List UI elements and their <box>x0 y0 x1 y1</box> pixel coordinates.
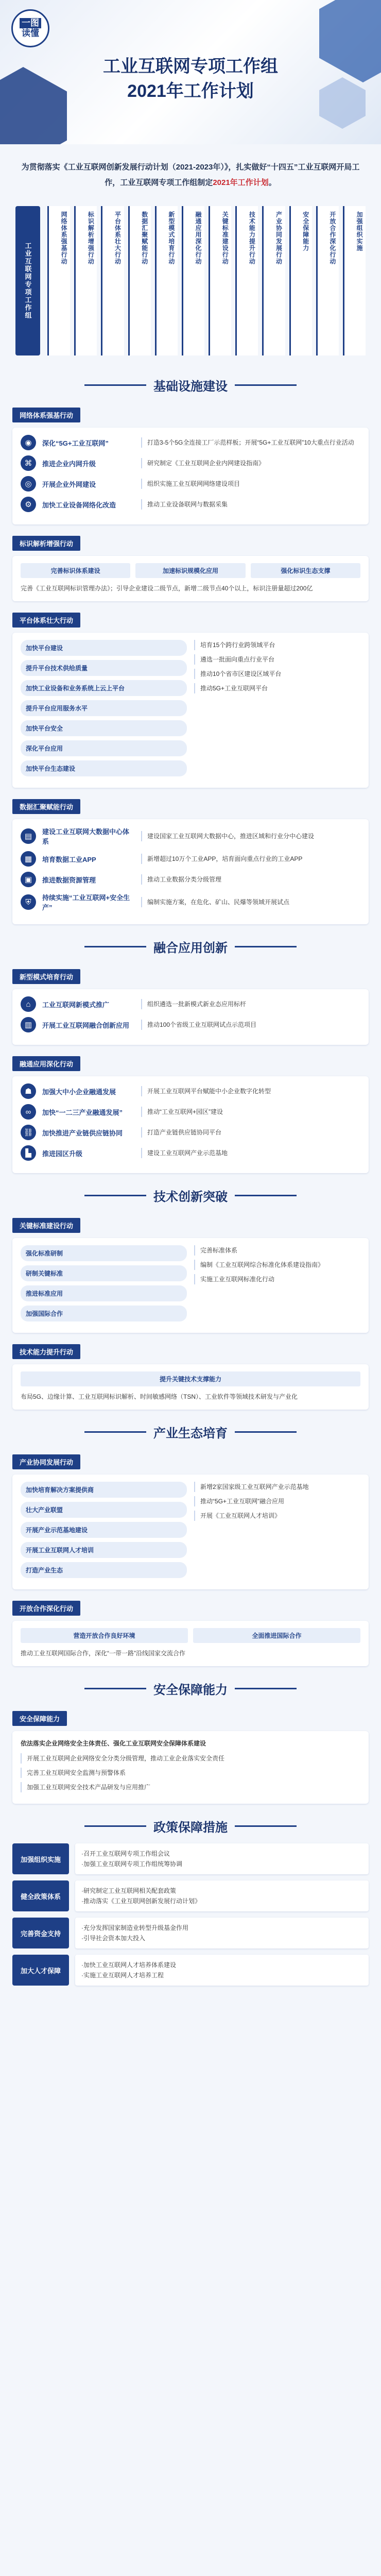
item-label: 持续实施“工业互联网+安全生产” <box>42 894 130 911</box>
column-item: 关键标准建设行动 <box>209 206 231 355</box>
tag: 强化标识生态支撑 <box>251 563 360 578</box>
list-item: ·加快工业互联网人才培养体系建设 <box>81 1961 176 1969</box>
list-item <box>21 851 360 867</box>
policy-label: 健全政策体系 <box>12 1880 69 1911</box>
capability-card <box>12 1364 369 1410</box>
yitu-dudong-badge <box>11 9 49 47</box>
factory-icon: ⌂ <box>21 996 36 1012</box>
action-columns <box>15 206 366 355</box>
section-policy <box>12 1817 369 1986</box>
identity-tags <box>21 563 360 578</box>
title-line2: 2021年工作计划 <box>127 81 254 101</box>
column-item: 技术能力提升行动 <box>235 206 258 355</box>
list-item <box>21 476 360 492</box>
gear-icon: ⚙ <box>21 497 36 512</box>
header <box>0 0 381 144</box>
tag: 营造开放合作良好环境 <box>21 1628 188 1643</box>
list-item <box>21 1125 360 1140</box>
list-item <box>21 1083 360 1099</box>
list-item: 加快平台安全 <box>21 720 187 736</box>
list-item: ·研究制定工业互联网相关配套政策 <box>81 1887 176 1894</box>
heading-line <box>84 1195 146 1196</box>
policy-list <box>75 1880 369 1911</box>
list-item: 推动“5G+工业互联网”融合应用 <box>194 1496 360 1506</box>
list-item: ·召开工业互联网专项工作组会议 <box>81 1850 170 1857</box>
item-desc: 编制实施方案，在危化、矿山、民爆等领域开展试点 <box>141 897 360 907</box>
page-title <box>0 54 381 104</box>
industry-right <box>194 1482 360 1582</box>
list-item: 开展产业示范基地建设 <box>21 1522 187 1538</box>
item-desc: 打造3-5个5G全连接工厂示范样板；开展“5G+工业互联网”10大重点行业活动 <box>141 437 360 448</box>
intro-text <box>0 144 381 196</box>
column-item: 加强组织实施 <box>343 206 366 355</box>
list-item: 加强工业互联网安全技术产品研发与应用推广 <box>21 1782 360 1792</box>
open-tags <box>21 1628 360 1643</box>
list-item <box>21 872 360 887</box>
capability-text: 布局5G、边缘计算、工业互联网标识解析、时间敏感网络（TSN）、工业软件等领域技术研发与产业化 <box>21 1393 298 1400</box>
list-item: 开展工业互联网企业网络安全分类分级管理，推动工业企业落实安全责任 <box>21 1753 360 1764</box>
heading-line <box>235 384 297 386</box>
capability-tags <box>21 1371 360 1386</box>
network-card <box>12 428 369 524</box>
item-desc: 推动“工业互联网+园区”建设 <box>141 1107 360 1117</box>
columns-main-label: 工业互联网专项工作组 <box>15 206 40 355</box>
heading-line <box>235 1825 297 1827</box>
policy-list <box>75 1918 369 1948</box>
subsection-data: 数据汇聚赋能行动 <box>12 799 80 814</box>
list-item: ·推动落实《工业互联网创新发展行动计划》 <box>81 1897 201 1905</box>
heading-line <box>84 1825 146 1827</box>
standard-right <box>194 1245 360 1326</box>
section-heading <box>12 1187 369 1205</box>
tag: 全面推进国际合作 <box>193 1628 360 1643</box>
identity-card <box>12 556 369 601</box>
list-item: 完善标准体系 <box>194 1245 360 1256</box>
standard-left <box>21 1245 187 1326</box>
chain-icon: ⛓ <box>21 1125 36 1140</box>
column-item: 开放合作深化行动 <box>316 206 339 355</box>
data-card <box>12 819 369 924</box>
subsection-identity: 标识解析增强行动 <box>12 536 80 551</box>
item-label: 建设工业互联网大数据中心体系 <box>42 828 130 845</box>
platform-card <box>12 633 369 788</box>
section-security <box>12 1680 369 1804</box>
list-item: 加快平台生态建设 <box>21 760 187 776</box>
item-label: 工业互联网新模式推广 <box>42 1001 110 1009</box>
column-item: 数据汇聚赋能行动 <box>128 206 151 355</box>
item-label: 加快“一二三产业融通发展” <box>42 1108 123 1116</box>
column-item: 安全保障能力 <box>289 206 312 355</box>
columns-list <box>47 206 366 355</box>
subsection-platform: 平台体系壮大行动 <box>12 613 80 628</box>
subsection-industry: 产业协同发展行动 <box>12 1454 80 1469</box>
subsection-model: 新型模式培育行动 <box>12 969 80 984</box>
item-desc: 研究制定《工业互联网企业内网建设指南》 <box>141 458 360 468</box>
list-item: 推动5G+工业互联网平台 <box>194 683 360 693</box>
policy-row <box>12 1843 369 1874</box>
globe-icon: ◎ <box>21 476 36 492</box>
column-item: 网络体系强基行动 <box>47 206 70 355</box>
list-item <box>21 892 360 912</box>
intro-highlight: 2021年工作计划 <box>213 178 269 187</box>
model-card <box>12 989 369 1045</box>
list-item: 壮大产业联盟 <box>21 1502 187 1518</box>
network-icon: ⌘ <box>21 455 36 471</box>
list-item: 深化平台应用 <box>21 740 187 756</box>
section-heading <box>12 1680 369 1698</box>
subsection-security: 安全保障能力 <box>12 1711 67 1726</box>
column-item: 产业协同发展行动 <box>262 206 285 355</box>
subsection-standard: 关键标准建设行动 <box>12 1218 80 1233</box>
item-label: 推进企业内网升级 <box>42 460 96 468</box>
column-item: 标识解析增强行动 <box>74 206 97 355</box>
section-fusion <box>12 938 369 1173</box>
heading-line <box>84 946 146 947</box>
section-heading <box>12 1423 369 1441</box>
policy-label: 完善资金支持 <box>12 1918 69 1948</box>
shield-icon: ⛨ <box>21 894 36 910</box>
signal-icon: ◉ <box>21 435 36 450</box>
policy-row <box>12 1955 369 1986</box>
industry-card <box>12 1475 369 1589</box>
list-item: 推动10个省市区建设区域平台 <box>194 669 360 679</box>
list-item <box>21 996 360 1012</box>
list-item: 新增2家国家级工业互联网产业示范基地 <box>194 1482 360 1492</box>
section-heading <box>12 376 369 394</box>
tag: 提升关键技术支撑能力 <box>21 1371 360 1386</box>
list-item: ·加强工业互联网专项工作组统筹协调 <box>81 1860 182 1868</box>
item-desc: 打造产业链供应链协同平台 <box>141 1127 360 1138</box>
list-item: 加快平台建设 <box>21 640 187 656</box>
item-desc: 推动工业设备联网与数据采集 <box>141 499 360 510</box>
industry-left <box>21 1482 187 1582</box>
policy-list <box>75 1955 369 1986</box>
item-label: 深化“5G+工业互联网” <box>42 439 109 447</box>
section-title: 产业生态培育 <box>153 1427 228 1440</box>
section-ecosystem <box>12 1423 369 1666</box>
list-item <box>21 1104 360 1120</box>
policy-row <box>12 1880 369 1911</box>
security-lead: 依法落实企业网络安全主体责任、强化工业互联网安全保障体系建设 <box>21 1740 206 1747</box>
platform-right <box>194 640 360 781</box>
heading-line <box>84 1688 146 1689</box>
list-item: 开展《工业互联网人才培训》 <box>194 1511 360 1521</box>
list-item <box>21 497 360 512</box>
list-item: ·引导社会资本加大投入 <box>81 1935 145 1942</box>
list-item: ·实施工业互联网人才培养工程 <box>81 1972 164 1979</box>
section-title: 安全保障能力 <box>153 1683 228 1697</box>
section-title: 基础设施建设 <box>153 380 228 394</box>
list-item: 加快培育解决方案提供商 <box>21 1482 187 1498</box>
list-item: 遴选一批面向重点行业平台 <box>194 654 360 665</box>
tag: 完善标识体系建设 <box>21 563 130 578</box>
database-icon: ▤ <box>21 828 36 844</box>
heading-line <box>235 1195 297 1196</box>
subsection-open: 开放合作深化行动 <box>12 1601 80 1616</box>
identity-text: 完善《工业互联网标识管理办法》；引导企业建设二级节点，新增二级节点40个以上，标识注册量超过200亿 <box>21 585 313 592</box>
list-item: 提升平台技术供给质量 <box>21 660 187 676</box>
open-card <box>12 1621 369 1666</box>
list-item <box>21 1017 360 1032</box>
subsection-capability: 技术能力提升行动 <box>12 1344 80 1359</box>
badge-bottom: 读懂 <box>22 28 39 38</box>
item-label: 加强大中小企业融通发展 <box>42 1088 116 1096</box>
item-label: 开展企业外网建设 <box>42 480 96 488</box>
list-item: 完善工业互联网安全监测与预警体系 <box>21 1768 360 1778</box>
list-item: 强化标准研制 <box>21 1245 187 1261</box>
item-desc: 建设工业互联网产业示范基地 <box>141 1148 360 1158</box>
subsection-network: 网络体系强基行动 <box>12 408 80 422</box>
policy-row <box>12 1918 369 1948</box>
heading-line <box>84 384 146 386</box>
list-item: 培育15个跨行业跨领域平台 <box>194 640 360 650</box>
heading-line <box>84 1431 146 1433</box>
app-icon: ▦ <box>21 851 36 867</box>
list-item: ·充分发挥国家制造业转型升级基金作用 <box>81 1924 188 1931</box>
list-item: 推进标准应用 <box>21 1285 187 1301</box>
tag: 加速标识规模化应用 <box>135 563 245 578</box>
list-item: 提升平台应用服务水平 <box>21 700 187 716</box>
section-infrastructure <box>12 376 369 924</box>
list-item <box>21 435 360 450</box>
item-label: 加快工业设备网络化改造 <box>42 501 116 509</box>
item-label: 加快推进产业链供应链协同 <box>42 1129 123 1137</box>
item-label: 开展工业互联网融合创新应用 <box>42 1021 130 1029</box>
item-desc: 推动100个省级工业互联网试点示范项目 <box>141 1020 360 1030</box>
heading-line <box>235 946 297 947</box>
open-text: 推动工业互联网国际合作，深化“一带一路”沿线国家交流合作 <box>21 1650 185 1657</box>
badge-top: 一图 <box>20 18 41 28</box>
people-icon: ☗ <box>21 1083 36 1099</box>
list-item: 加快工业设备和业务系统上云上平台 <box>21 680 187 696</box>
chart-icon: ▥ <box>21 1017 36 1032</box>
subsection-apply: 融通应用深化行动 <box>12 1056 80 1071</box>
apply-card <box>12 1076 369 1173</box>
item-label: 推进数据资源管理 <box>42 876 96 884</box>
column-item: 新型模式培育行动 <box>155 206 178 355</box>
list-item: 研制关键标准 <box>21 1265 187 1281</box>
building-icon: ▙ <box>21 1145 36 1161</box>
policy-label: 加强组织实施 <box>12 1843 69 1874</box>
intro-part2: 。 <box>268 178 276 187</box>
item-label: 培育数据工业APP <box>42 855 96 863</box>
list-item: 实施工业互联网标准化行动 <box>194 1274 360 1284</box>
section-title: 技术创新突破 <box>153 1190 228 1204</box>
title-line1: 工业互联网专项工作组 <box>103 57 278 76</box>
list-item: 加强国际合作 <box>21 1306 187 1321</box>
item-desc: 推动工业数据分类分级管理 <box>141 874 360 885</box>
item-desc: 组织实施工业互联网网络建设项目 <box>141 479 360 489</box>
item-desc: 组织遴选一批新模式新业态应用标杆 <box>141 999 360 1009</box>
list-item <box>21 1145 360 1161</box>
intro-part1: 为贯彻落实《工业互联网创新发展行动计划（2021-2023年）》，扎实做好“十四五”工业互联网开局工作，工业互联网专项工作组制定 <box>21 163 360 187</box>
heading-line <box>235 1431 297 1433</box>
item-desc: 开展工业互联网平台赋能中小企业数字化转型 <box>141 1086 360 1096</box>
heading-line <box>235 1688 297 1689</box>
standard-card <box>12 1238 369 1333</box>
list-item: 打造产业生态 <box>21 1562 187 1578</box>
column-item: 融通应用深化行动 <box>182 206 204 355</box>
folder-icon: ▣ <box>21 872 36 887</box>
platform-left <box>21 640 187 781</box>
column-item: 平台体系壮大行动 <box>101 206 124 355</box>
item-label: 推进园区升级 <box>42 1149 83 1158</box>
security-card <box>12 1731 369 1804</box>
policy-list <box>75 1843 369 1874</box>
list-item: 开展工业互联网人才培训 <box>21 1542 187 1558</box>
list-item <box>21 826 360 846</box>
link-icon: ∞ <box>21 1104 36 1120</box>
section-tech <box>12 1187 369 1410</box>
section-title: 融合应用创新 <box>153 941 228 955</box>
policy-label: 加大人才保障 <box>12 1955 69 1986</box>
section-heading <box>12 1817 369 1835</box>
section-heading <box>12 938 369 956</box>
item-desc: 新增超过10万个工业APP，培育面向重点行业的工业APP <box>141 854 360 864</box>
section-title: 政策保障措施 <box>153 1821 228 1835</box>
item-desc: 建设国家工业互联网大数据中心，推进区域和行业分中心建设 <box>141 831 360 841</box>
list-item <box>21 455 360 471</box>
list-item: 编制《工业互联网综合标准化体系建设指南》 <box>194 1260 360 1270</box>
